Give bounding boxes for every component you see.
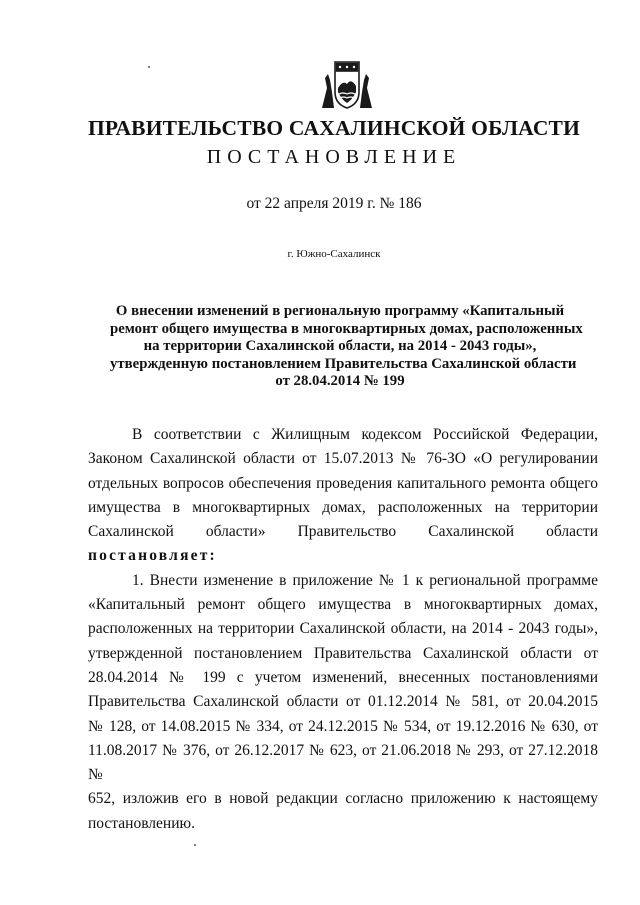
- title-line: от 28.04.2014 № 199: [275, 373, 405, 389]
- item-1-line: расположенных на территории Сахалинской области, на 2014 - 2043 годы»,: [88, 620, 598, 638]
- document-title: [110, 303, 583, 391]
- item-1-line: «Капитальный ремонт общего имущества в многоквартирных домах,: [88, 596, 598, 614]
- title-line: утвержденную постановлением Правительства Сахалинской области: [110, 355, 577, 372]
- scan-speck: [194, 844, 196, 846]
- scan-speck: [148, 66, 150, 68]
- item-1-line: утвержденной постановлением Правительства Сахалинской области от: [88, 644, 598, 662]
- decree-word: постановляет:: [88, 547, 217, 565]
- preamble-line: Сахалинской области» Правительство Сахалинской области: [88, 523, 598, 541]
- organization-name: ПРАВИТЕЛЬСТВО САХАЛИНСКОЙ ОБЛАСТИ: [87, 116, 581, 140]
- preamble-line: В соответствии с Жилищным кодексом Российской Федерации,: [132, 426, 598, 443]
- preamble-line: Законом Сахалинской области от 15.07.2013 № 76-ЗО «О регулировании: [88, 450, 598, 468]
- title-line: О внесении изменений в региональную программу «Капитальный: [115, 303, 565, 319]
- preamble-line: отдельных вопросов обеспечения проведения капитального ремонта общего: [88, 474, 598, 492]
- document-type: ПОСТАНОВЛЕНИЕ: [206, 146, 462, 168]
- title-line: ремонт общего имущества в многоквартирных домах, расположенных: [110, 320, 583, 337]
- title-line: на территории Сахалинской области, на 2014 - 2043 годы»,: [143, 338, 537, 354]
- item-1-line: Правительства Сахалинской области от 01.12.2014 № 581, от 20.04.2015: [88, 693, 598, 711]
- document-city: г. Южно-Сахалинск: [287, 248, 381, 260]
- sakhalin-coat-of-arms-icon: [318, 58, 376, 110]
- document-date-number: от 22 апреля 2019 г. № 186: [246, 195, 422, 212]
- item-1-line: 11.08.2017 № 376, от 26.12.2017 № 623, от 21.06.2018 № 293, от 27.12.2018 №: [88, 741, 598, 784]
- preamble-line: имущества в многоквартирных домах, расположенных на территории: [88, 498, 598, 516]
- item-1-line: № 128, от 14.08.2015 № 334, от 24.12.2015 № 534, от 19.12.2016 № 630, от: [88, 717, 598, 735]
- item-1-line: 28.04.2014 № 199 с учетом изменений, внесенных постановлениями: [88, 668, 598, 686]
- item-1-line: 652, изложив его в новой редакции согласно приложению к настоящему: [88, 790, 598, 808]
- item-1-line: 1. Внести изменение в приложение № 1 к региональной программе: [132, 571, 598, 589]
- item-1-line: постановлению.: [88, 814, 195, 832]
- document-body: [88, 423, 598, 836]
